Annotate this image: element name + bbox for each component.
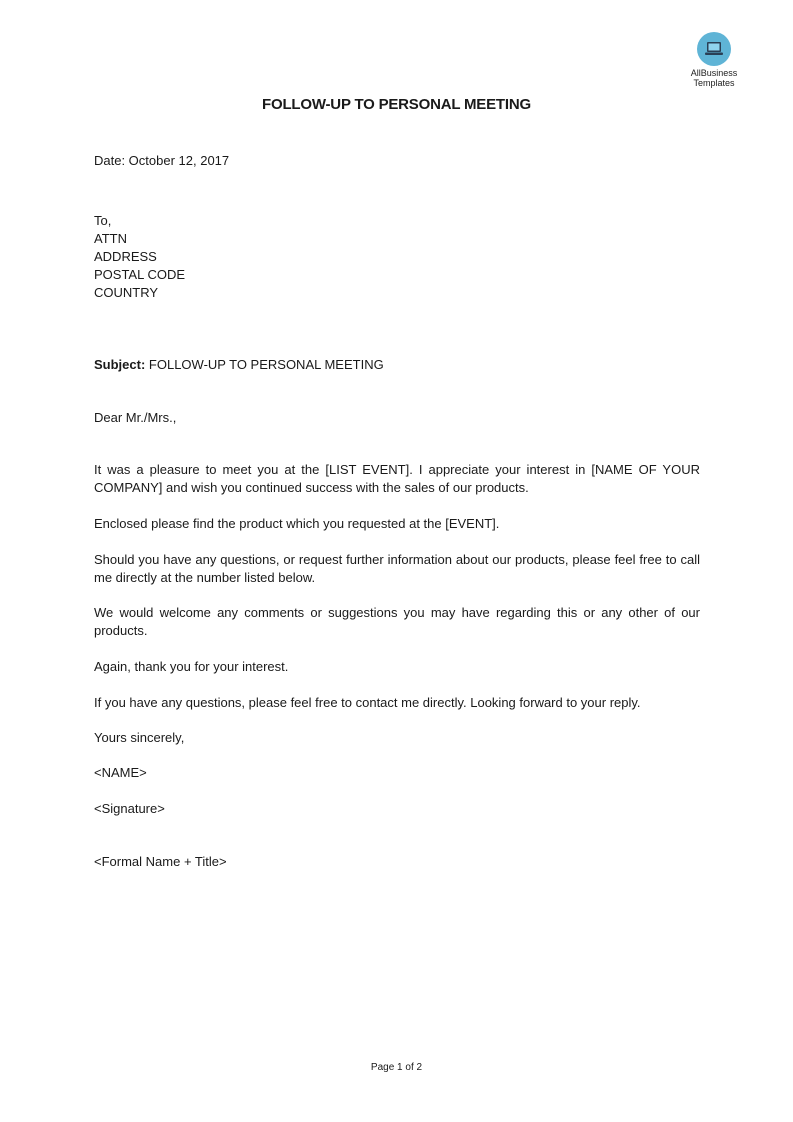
brand-name xyxy=(682,68,746,88)
letter-date: Date: October 12, 2017 xyxy=(94,153,230,168)
signature-placeholder: <Signature> xyxy=(94,801,165,816)
body-paragraph: We would welcome any comments or suggestions you may have regarding this or any other of our products. xyxy=(94,605,700,638)
laptop-icon xyxy=(697,32,731,66)
subject-label: Subject: xyxy=(94,357,146,372)
document-title: FOLLOW-UP TO PERSONAL MEETING xyxy=(262,96,531,113)
formal-name-title: <Formal Name + Title> xyxy=(94,854,227,869)
body-paragraph: Should you have any questions, or request further information about our products, please feel free to call me directly at the number listed below. xyxy=(94,552,700,585)
subject-line xyxy=(94,356,384,374)
body-paragraph: Enclosed please find the product which you requested at the [EVENT]. xyxy=(94,516,500,531)
body-paragraph: Again, thank you for your interest. xyxy=(94,659,289,674)
page-number: Page 1 of 2 xyxy=(370,1062,423,1073)
recipient-attn: ATTN xyxy=(94,231,127,246)
subject-text: FOLLOW-UP TO PERSONAL MEETING xyxy=(148,357,384,372)
body-paragraph: It was a pleasure to meet you at the [LIST EVENT]. I appreciate your interest in [NAME OF YOUR COMPANY] and wish you continued success with the sales of our products. xyxy=(94,462,700,495)
brand-name-line1: AllBusiness xyxy=(690,68,738,78)
recipient-address: ADDRESS xyxy=(94,249,157,264)
salutation: Dear Mr./Mrs., xyxy=(94,410,177,425)
closing: Yours sincerely, xyxy=(94,730,185,745)
brand-name-line2: Templates xyxy=(693,78,735,88)
recipient-to: To, xyxy=(94,213,112,228)
brand-logo xyxy=(682,32,746,88)
recipient-postal-code: POSTAL CODE xyxy=(94,267,186,282)
sender-name: <NAME> xyxy=(94,765,147,780)
body-paragraph: If you have any questions, please feel free to contact me directly. Looking forward to your reply. xyxy=(94,695,641,710)
recipient-country: COUNTRY xyxy=(94,285,159,300)
